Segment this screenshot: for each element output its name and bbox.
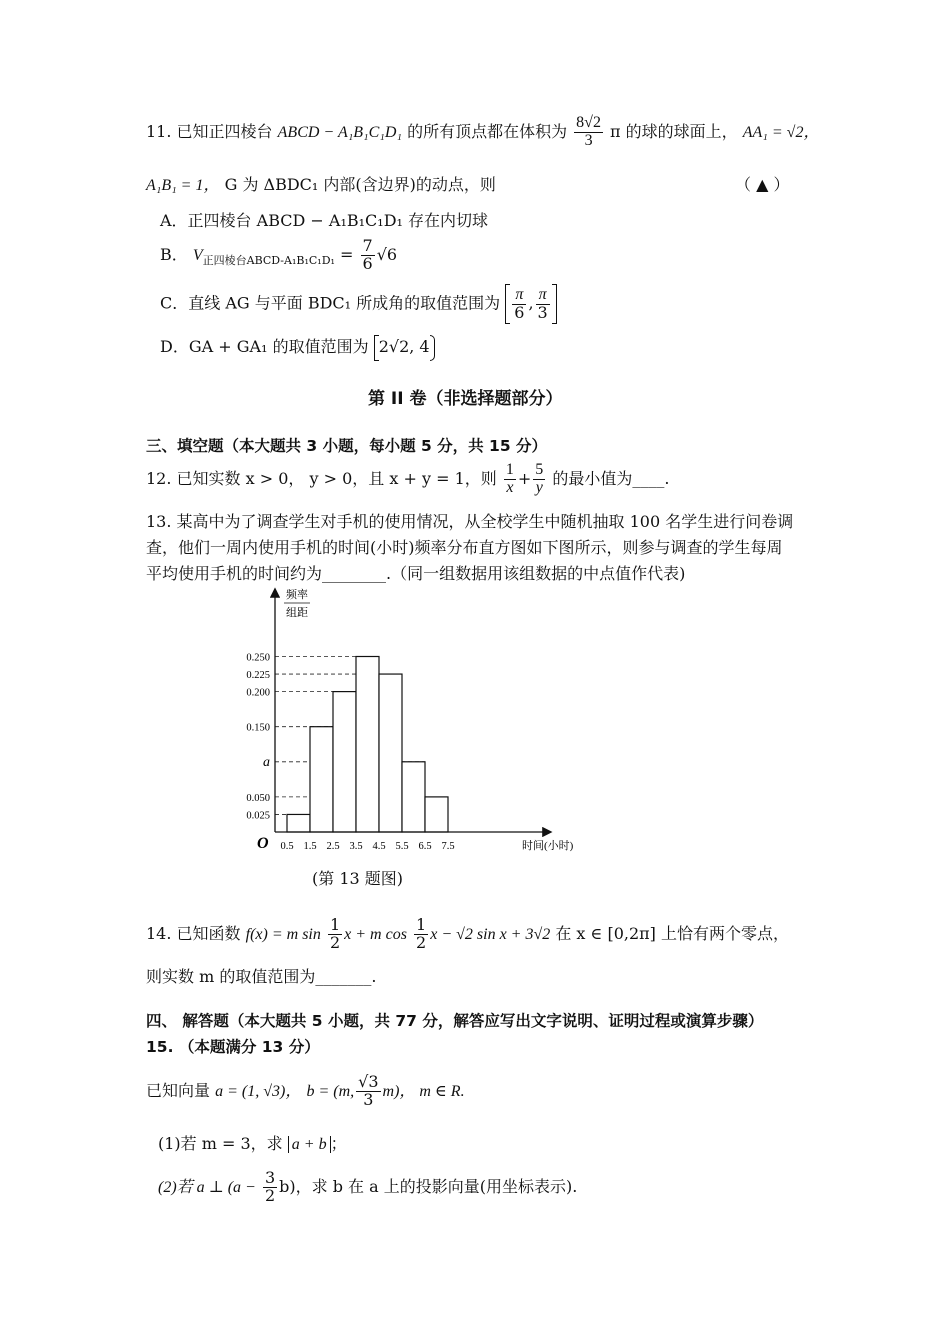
x-tick-labels bbox=[280, 841, 454, 852]
half-numerator: 1 bbox=[329, 915, 341, 934]
q11-option-c-frac-a bbox=[512, 287, 526, 322]
x-tick-label: 5.5 bbox=[395, 841, 409, 852]
q11-volume-numerator: 8√2 bbox=[576, 114, 601, 131]
q11-text-b: 的所有顶点都在体积为 bbox=[407, 121, 568, 141]
q12-text-a: 12. 已知实数 x > 0， y > 0，且 x + y = 1，则 bbox=[146, 468, 497, 488]
q15-part1-pre: (1)若 m = 3，求 bbox=[158, 1134, 283, 1153]
histogram-bar bbox=[333, 692, 356, 832]
q11-option-b-label: B． bbox=[160, 244, 188, 264]
q15-vector-b-post: m)， m ∈ R. bbox=[382, 1082, 465, 1100]
q15-given-text: 已知向量 bbox=[146, 1080, 211, 1100]
q15-part2 bbox=[158, 1170, 577, 1205]
q12-line bbox=[146, 462, 669, 497]
q11-option-a: A．正四棱台 ABCD − A₁B₁C₁D₁ 存在内切球 bbox=[160, 211, 489, 230]
q15-part2-fraction bbox=[263, 1170, 277, 1205]
histogram-bar bbox=[425, 797, 448, 832]
x-tick-label: 3.5 bbox=[349, 841, 363, 852]
y-label-top: 频率 bbox=[286, 589, 308, 601]
q15-part2-pre: (2)若 a ⊥ (a − bbox=[158, 1178, 256, 1196]
vb-numerator: √3 bbox=[358, 1072, 379, 1091]
q11-line2 bbox=[146, 172, 496, 195]
q11-option-b-fraction bbox=[361, 238, 375, 273]
q11-volume-denominator: 3 bbox=[584, 131, 593, 149]
q11-option-d-range: 2√2, 4 bbox=[378, 337, 430, 356]
y-tick-label: 0.250 bbox=[246, 652, 270, 664]
q12-plus: + bbox=[517, 468, 532, 488]
y-tick-label: 0.025 bbox=[246, 810, 270, 822]
x-tick-label: 0.5 bbox=[280, 841, 294, 852]
x-tick-label: 1.5 bbox=[303, 841, 317, 852]
right-bracket bbox=[552, 284, 557, 324]
q12-text-b: 的最小值为____. bbox=[552, 468, 670, 488]
q11-volume-fraction bbox=[574, 115, 603, 150]
q15-vector-b-fraction bbox=[356, 1074, 380, 1109]
section3-title: 三、填空题（本大题共 3 小题，每小题 5 分，共 15 分） bbox=[146, 437, 548, 455]
q15-vector-a: a = (1, √3)， bbox=[215, 1082, 302, 1100]
q11-aa1: AA₁ = √2， bbox=[742, 123, 820, 141]
q11-option-d bbox=[160, 334, 435, 361]
q14-expr-c: x − √2 sin x + 3√2 bbox=[430, 925, 551, 943]
part2-title: 第 II 卷（非选择题部分） bbox=[368, 389, 563, 409]
p2-denominator: 2 bbox=[264, 1185, 276, 1205]
section4-title: 四、 解答题（本大题共 5 小题，共 77 分，解答应写出文字说明、证明过程或演算步骤） bbox=[146, 1012, 764, 1030]
half-denominator: 2 bbox=[416, 932, 427, 952]
histogram-bar bbox=[310, 727, 333, 832]
half-numerator: 1 bbox=[416, 915, 427, 934]
x-tick-label: 7.5 bbox=[441, 841, 455, 852]
q14-half-1 bbox=[328, 917, 342, 952]
histogram-bars bbox=[287, 657, 448, 833]
q14-line1 bbox=[146, 917, 789, 952]
q11-solid: ABCD − A₁B₁C₁D₁ bbox=[277, 123, 402, 141]
y-tick-label: 0.050 bbox=[246, 792, 270, 804]
q11-option-c: C．直线 AG 与平面 BDC₁ 所成角的取值范围为 $\frac{\pi}{6}$ , $\frac{\pi}{3}$ bbox=[160, 284, 557, 324]
q11-option-b bbox=[160, 238, 397, 273]
q13-line2: 查，他们一周内使用手机的时间(小时)频率分布直方图如下图所示，则参与调查的学生每周 bbox=[146, 538, 783, 557]
left-bracket bbox=[505, 284, 510, 324]
q14-line2: 则实数 m 的取值范围为_______. bbox=[146, 967, 377, 986]
histogram bbox=[230, 584, 590, 859]
q11-option-c-text: C．直线 AG 与平面 BDC₁ 所成角的取值范围为 bbox=[160, 293, 501, 313]
q11-option-b-root: √6 bbox=[376, 244, 398, 264]
q11-option-b-denominator: 6 bbox=[362, 253, 373, 273]
q12-f2-denominator: y bbox=[535, 478, 543, 496]
q14-expr-b: x + m cos bbox=[344, 925, 407, 943]
q11-number: 11. bbox=[146, 121, 172, 141]
x-axis-label: 时间(小时) bbox=[522, 840, 574, 852]
q14-text-a: 14. 已知函数 bbox=[146, 923, 241, 943]
q11-option-b-v: V bbox=[192, 246, 203, 264]
histogram-bar bbox=[402, 762, 425, 832]
q14-expr-a: f(x) = m sin bbox=[245, 925, 321, 943]
q13-line1: 13. 某高中为了调查学生对手机的使用情况，从全校学生中随机抽取 100 名学生进行问卷调 bbox=[146, 512, 794, 531]
three-denominator: 3 bbox=[537, 302, 548, 322]
q14-text-b: 在 x ∈ [0,2π] 上恰有两个零点， bbox=[555, 923, 790, 943]
x-tick-label: 6.5 bbox=[418, 841, 432, 852]
q12-f1-denominator: x bbox=[506, 478, 514, 496]
y-label-bottom: 组距 bbox=[286, 607, 308, 619]
q11-text-a: 已知正四棱台 bbox=[176, 121, 273, 141]
x-tick-label: 4.5 bbox=[372, 841, 386, 852]
q15-header: 15. （本题满分 13 分） bbox=[146, 1038, 320, 1056]
vb-denominator: 3 bbox=[363, 1089, 374, 1109]
q15-part2-post: b)，求 b 在 a 上的投影向量(用坐标表示). bbox=[279, 1176, 578, 1196]
p2-numerator: 3 bbox=[264, 1168, 276, 1187]
q12-fraction-2 bbox=[533, 462, 545, 497]
q15-part1-abs: a + b bbox=[288, 1136, 331, 1153]
q15-part1-end: ； bbox=[330, 1134, 347, 1153]
origin-label: O bbox=[257, 835, 269, 852]
q12-f1-numerator: 1 bbox=[505, 461, 514, 478]
six-denominator: 6 bbox=[514, 302, 525, 322]
half-denominator: 2 bbox=[329, 932, 341, 952]
q11-option-b-subscript: 正四棱台ABCD-A₁B₁C₁D₁ bbox=[202, 253, 335, 267]
q11-option-b-eq: = bbox=[340, 244, 354, 264]
q11-line1 bbox=[146, 115, 819, 150]
q11-a1b1: A₁B₁ = 1， bbox=[146, 177, 220, 194]
y-tick-label: 0.150 bbox=[246, 722, 270, 734]
y-tick-label: 0.200 bbox=[246, 687, 270, 699]
q12-fraction-1 bbox=[504, 462, 516, 497]
q14-half-2 bbox=[414, 917, 428, 952]
q15-vector-b-pre: b = (m, bbox=[306, 1082, 355, 1100]
q11-answer-mark: （ ▲ ） bbox=[735, 175, 790, 194]
q11-text-g: G 为 ΔBDC₁ 内部(含边界)的动点，则 bbox=[224, 175, 496, 194]
q11-text-c: π 的球的球面上， bbox=[610, 121, 738, 141]
q11-option-d-text: D．GA + GA₁ 的取值范围为 bbox=[160, 337, 369, 356]
histogram-bar bbox=[379, 674, 402, 832]
q11-option-b-numerator: 7 bbox=[362, 236, 373, 255]
right-parenthesis bbox=[430, 335, 435, 361]
q15-part1 bbox=[158, 1131, 347, 1154]
histogram-bar bbox=[287, 814, 310, 832]
q13-line3: 平均使用手机的时间约为________.（同一组数据用该组数据的中点值作代表) bbox=[146, 564, 686, 583]
pi-numerator: π bbox=[536, 287, 550, 305]
x-tick-label: 2.5 bbox=[326, 841, 340, 852]
q13-caption: (第 13 题图) bbox=[312, 869, 404, 888]
y-tick-label: a bbox=[263, 754, 270, 770]
y-tick-label: 0.225 bbox=[246, 670, 270, 682]
pi-numerator: π bbox=[512, 287, 526, 305]
q11-option-c-frac-b bbox=[536, 287, 550, 322]
q15-given bbox=[146, 1074, 465, 1109]
histogram-bar bbox=[356, 657, 379, 833]
y-tick-labels bbox=[246, 653, 270, 822]
q12-f2-numerator: 5 bbox=[535, 461, 544, 478]
